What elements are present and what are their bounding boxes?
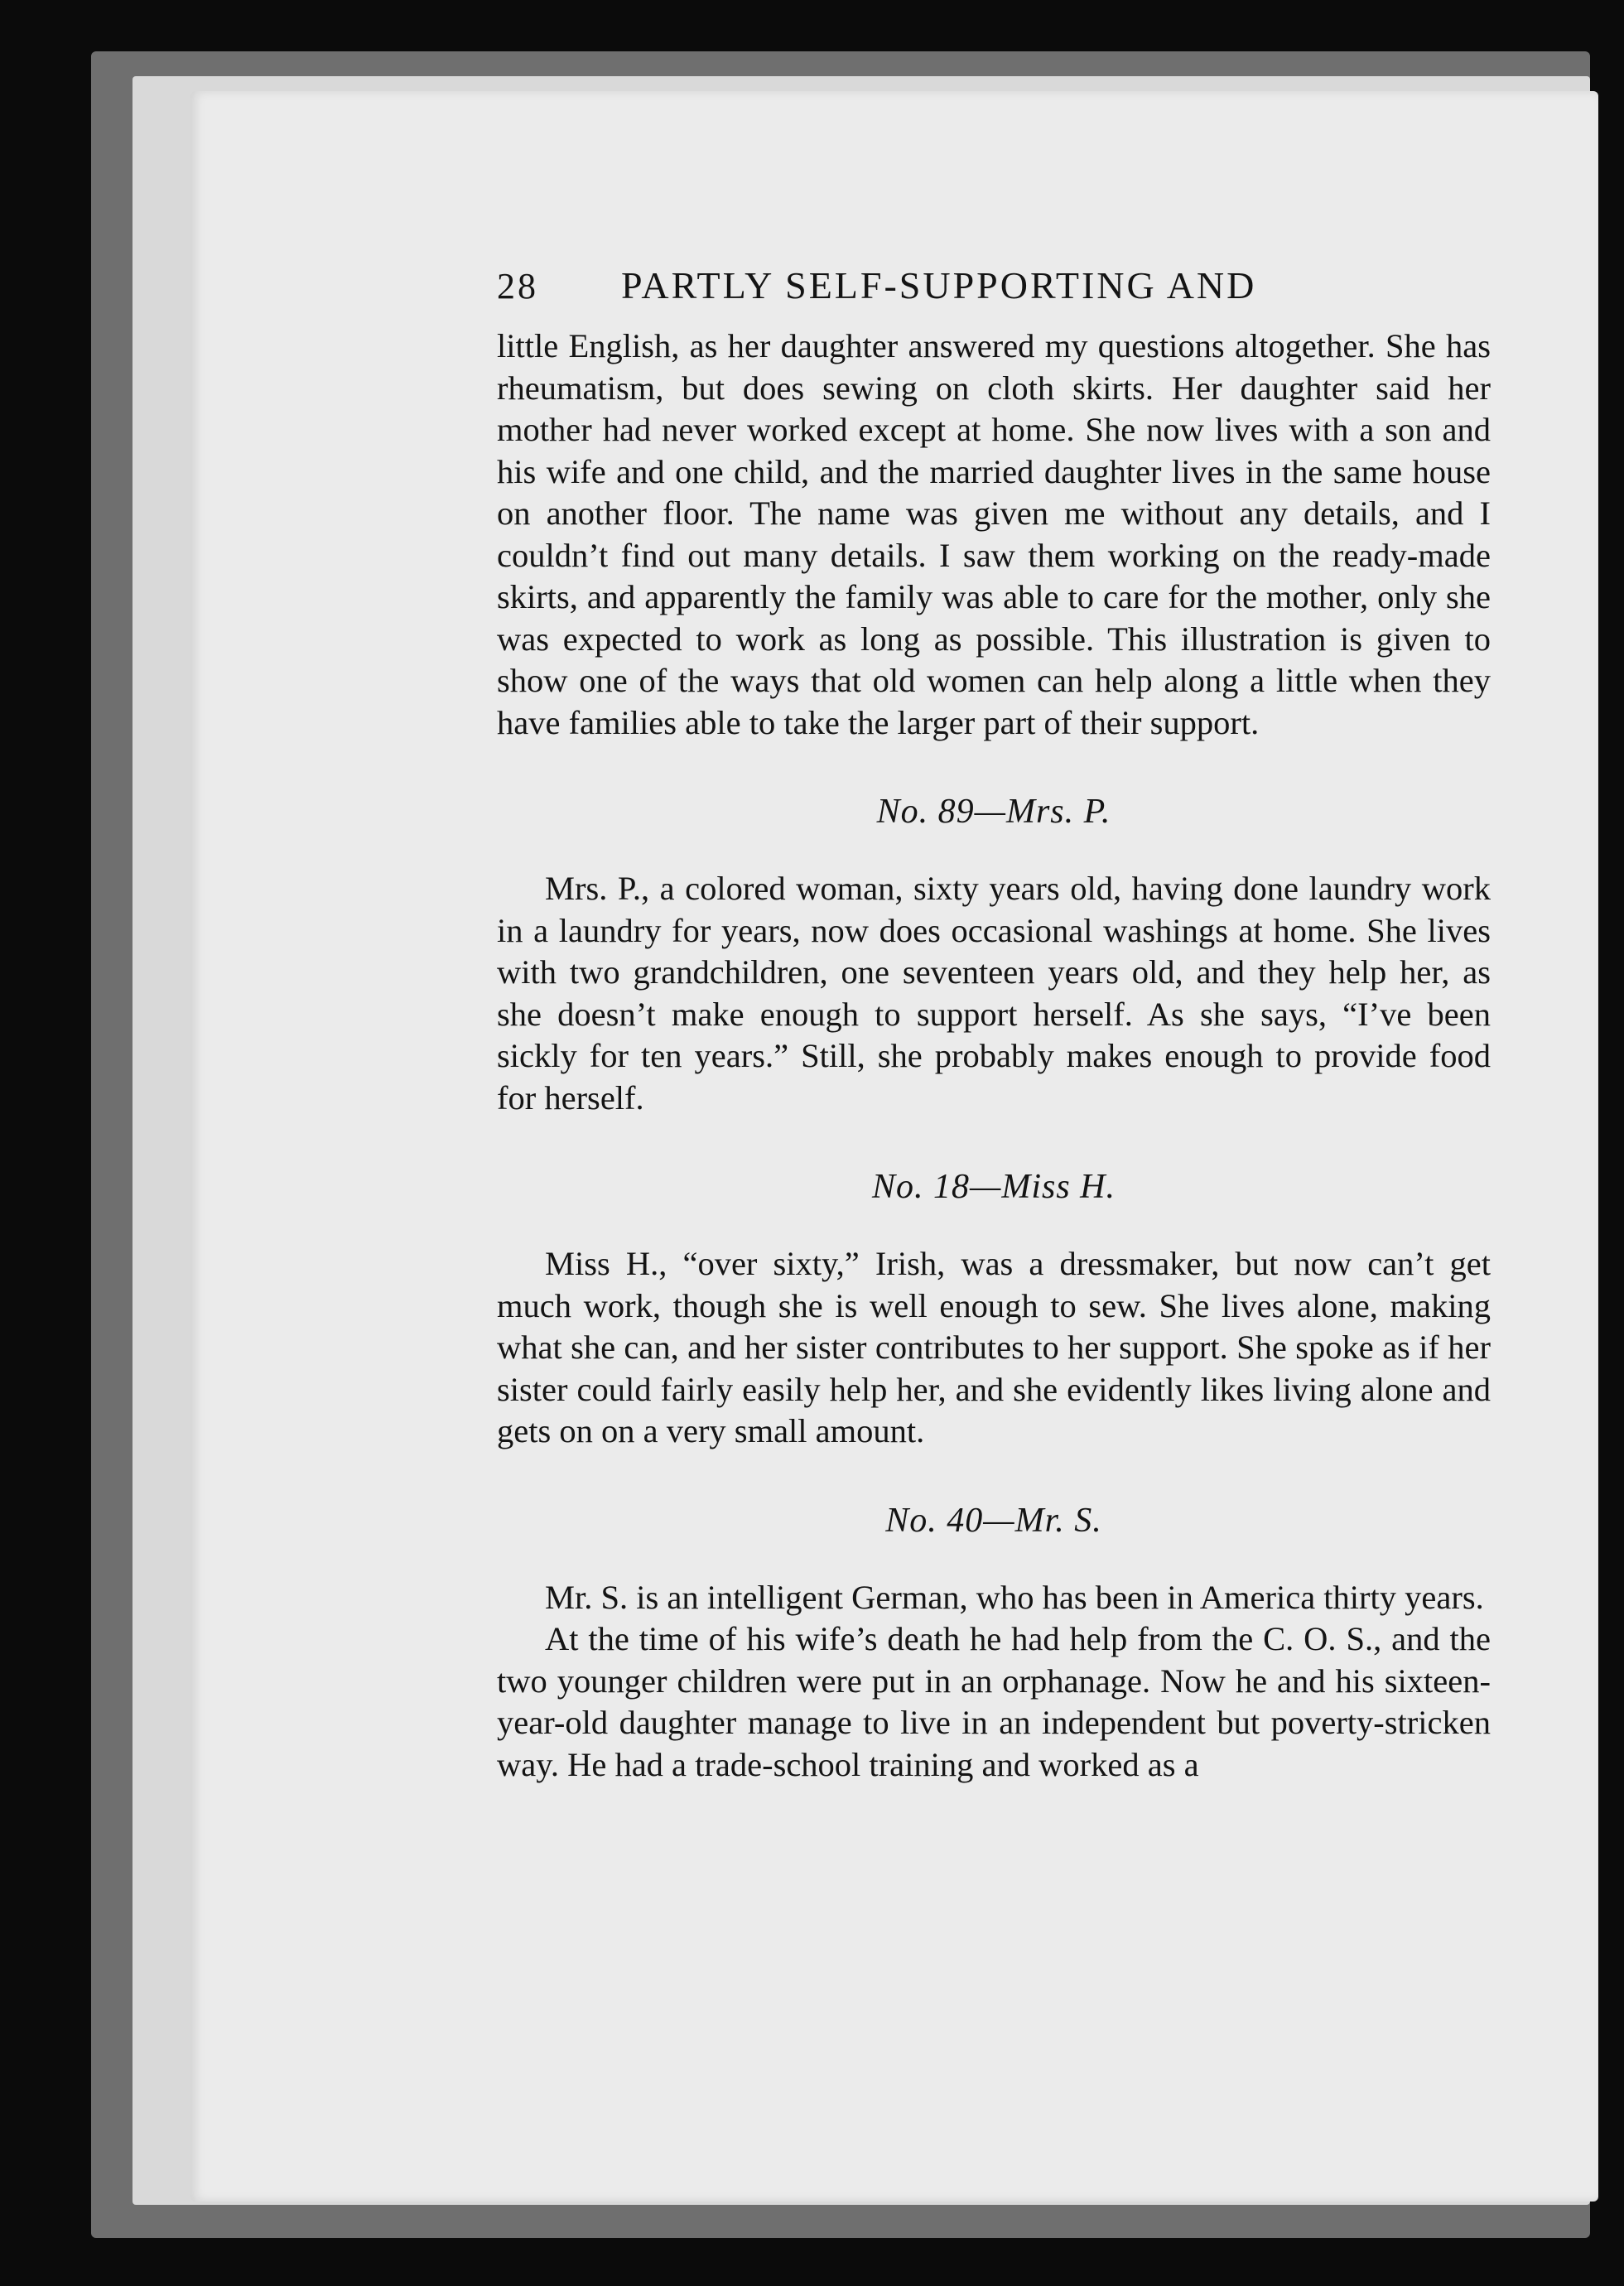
body-paragraph: Miss H., “over sixty,” Irish, was a dressmaker, but now can’t get much work, though she is well enough to sew. She lives alone, making what she can, and her sister contributes to her support. She spoke as if her sister could fairly easily help her, and she evidently likes living alone and gets on on a very small amount.: [497, 1245, 1491, 1449]
running-title: PARTLY SELF-SUPPORTING AND: [621, 264, 1257, 306]
page-number: 28: [497, 266, 538, 306]
running-head: [497, 263, 1491, 307]
case-heading: No. 18—Miss H.: [871, 1168, 1116, 1206]
body-paragraph: At the time of his wife’s death he had help from the C. O. S., and the two younger children were put in an orphanage. Now he and his sixteen-year-old daughter manage to live in an independent but poverty-stricken way. He had a trade-school training and worked as a: [497, 1620, 1491, 1783]
case-heading: No. 89—Mrs. P.: [876, 793, 1111, 831]
page-content: [497, 263, 1491, 1786]
body-paragraph: little English, as her daughter answered my questions altogether. She has rheumatism, but does sewing on cloth skirts. Her daughter said her mother had never worked except at home. She now lives with a son and his wife and one child, and the married daughter lives in the same house on another floor. The name was given me without any details, and I couldn’t find out many details. I saw them working on the ready-made skirts, and apparently the family was able to care for the mother, only she was expected to work as long as possible. This illustration is given to show one of the ways that old women can help along a little when they have families able to take the larger part of their support.: [497, 327, 1491, 741]
body-paragraph: Mrs. P., a colored woman, sixty years old, having done laundry work in a laundry for years, now does occasional washings at home. She lives with two grandchildren, one seventeen years old, and they help her, as she doesn’t make enough to support herself. As she says, “I’ve been sickly for ten years.” Still, she probably makes enough to provide food for herself.: [497, 870, 1491, 1116]
body-paragraph: Mr. S. is an intelligent German, who has been in America thirty years.: [545, 1578, 1484, 1616]
case-heading: No. 40—Mr. S.: [885, 1501, 1102, 1540]
